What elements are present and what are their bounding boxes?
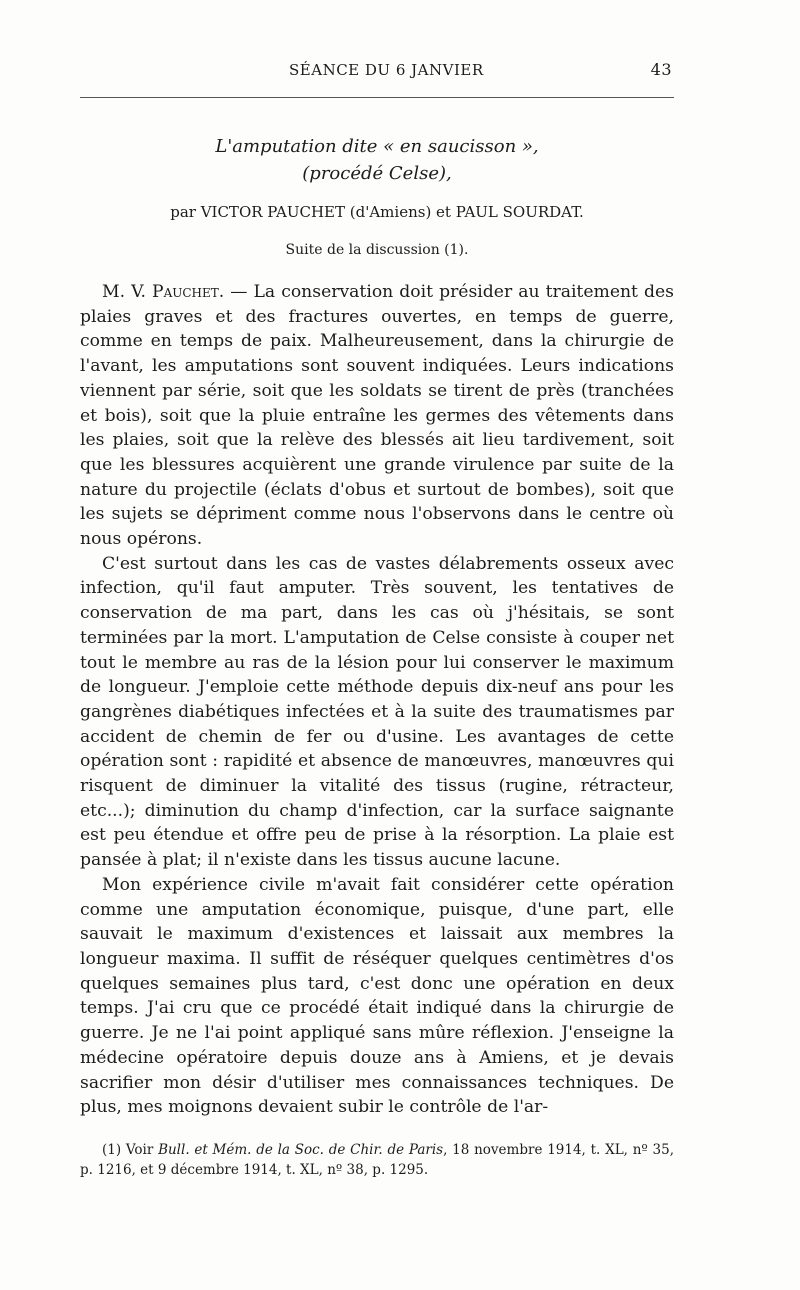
article-title-line2: (procédé Celse),: [302, 163, 452, 184]
discussion-note: Suite de la discussion (1).: [285, 242, 469, 258]
footnote: [80, 1140, 674, 1180]
article-authors: par VICTOR PAUCHET (d'Amiens) et PAUL SOURDAT.: [170, 203, 584, 221]
paragraph-3: Mon expérience civile m'avait fait considérer cette opération comme une amputation économique, puisque, d'une part, elle sauvait le maximum d'existences et laissait aux membres la longueur maxima. Il suffit de réséquer quelques centimètres d'os quelques semaines plus tard, c'est donc une opération en deux temps. J'ai cru que ce procédé était indiqué dans la chirurgie de guerre. Je ne l'ai point appliqué sans mûre réflexion. J'enseigne la médecine opératoire depuis douze ans à Amiens, et je devais sacrifier mon désir d'utiliser mes connaissances techniques. De plus, mes moignons devaient subir le contrôle de l'ar-: [80, 874, 674, 1118]
footnote-prefix: (1) Voir: [102, 1142, 159, 1158]
article-title-line1: L'amputation dite « en saucisson »,: [215, 136, 539, 157]
footnote-rest: , 18 novembre 1914, t. XL, nº 35, p. 1216, et 9 décembre 1914, t. XL, nº 38, p. 1295.: [80, 1142, 674, 1178]
paragraph-2: C'est surtout dans les cas de vastes délabrements osseux avec infection, qu'il faut amputer. Très souvent, les tentatives de conservation de ma part, dans les cas où j'hésitais, se sont terminées par la mort. L'amputation de Celse consiste à couper net tout le membre au ras de la lésion pour lui conserver le maximum de longueur. J'emploie cette méthode depuis dix-neuf ans pour les gangrènes diabétiques infectées et à la suite des traumatismes par accident de chemin de fer ou d'usine. Les avantages de cette opération sont : rapidité et absence de manœuvres, manœuvres qui risquent de diminuer la vitalité des tissus (rugine, rétracteur, etc...); diminution du champ d'infection, car la surface saignante est peu étendue et offre peu de prise à la résorption. La plaie est pansée à plat; il n'existe dans les tissus aucune lacune.: [80, 553, 674, 871]
footnote-journal: Bull. et Mém. de la Soc. de Chir. de Paris: [158, 1142, 444, 1158]
header-rule: [80, 97, 674, 98]
running-title: SÉANCE DU 6 JANVIER: [289, 61, 484, 79]
speaker-name: M. V. Pauchet.: [102, 282, 225, 302]
paragraph-1-text: — La conservation doit présider au traitement des plaies graves et des fractures ouvertes, en temps de guerre, comme en temps de paix. Malheureusement, dans la chirurgie de l'avant, les amputations sont souvent indiquées. Leurs indications viennent par série, soit que les soldats se tirent de près (tranchées et bois), soit que la pluie entraîne les germes des vêtements dans les plaies, soit que la relève des blessés ait lieu tardivement, soit que les blessures acquièrent une grande virulence par suite de la nature du projectile (éclats d'obus et surtout de bombes), soit que les sujets se dépriment comme nous l'observons dans le centre où nous opérons.: [80, 282, 674, 550]
body-text: [80, 280, 674, 1120]
article-title: [80, 133, 674, 187]
page-number: 43: [650, 60, 672, 79]
paragraph-1: [80, 280, 674, 552]
running-head: [82, 60, 672, 79]
